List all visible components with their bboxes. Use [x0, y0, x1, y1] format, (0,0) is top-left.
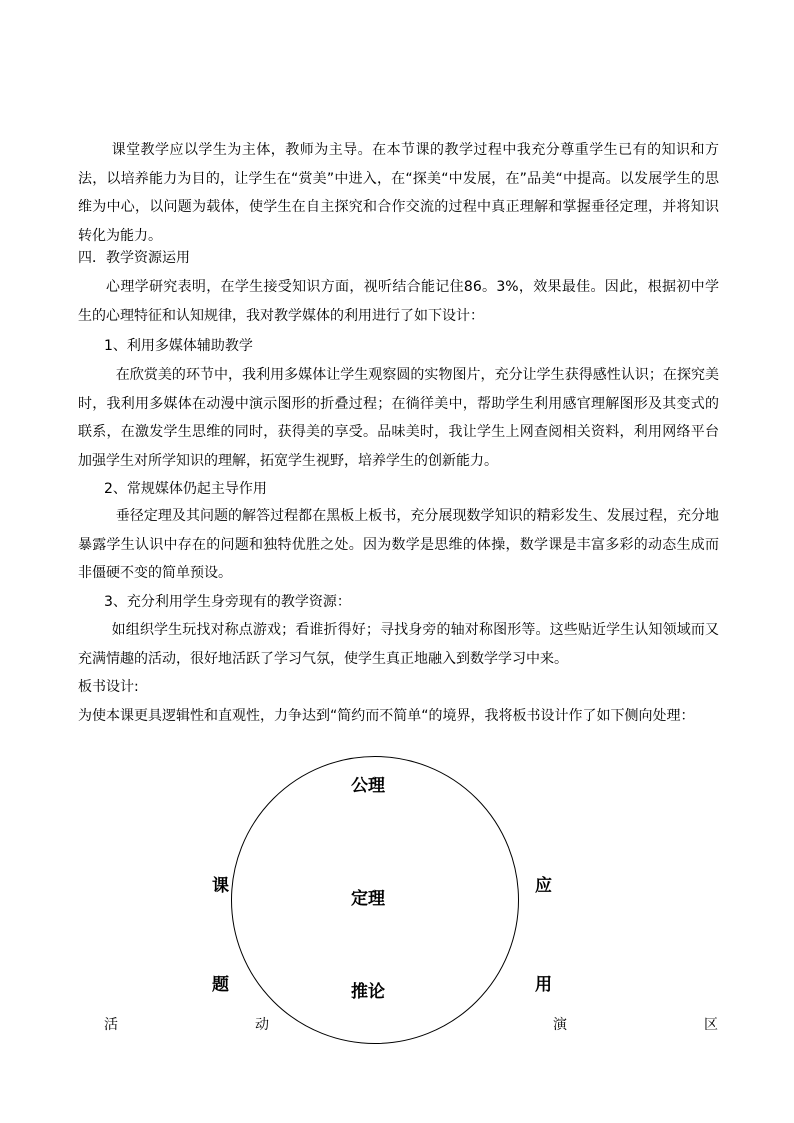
item2-text: 垂径定理及其问题的解答过程都在黑板上板书，充分展现数学知识的精彩发生、发展过程，充分地暴露学生认识中存在的问题和独特优胜之处。因为数学是思维的体操，数学课是丰富多彩的动态生成而非僵硬不变的简单预设。	[78, 508, 719, 581]
paragraph-intro: 课堂教学应以学生为主体，教师为主导。在本节课的教学过程中我充分尊重学生已有的知识和方法，以培养能力为目的，让学生在“赏美”中进入，在“探美“中发展，在”品美“中提高。以发展学生的思维为中心，以问题为载体，使学生在自主探究和合作交流的过程中真正理解和掌握垂径定理，并将知识转化为能力。	[78, 142, 719, 244]
item1-text: 在欣赏美的环节中，我利用多媒体让学生观察圆的实物图片，充分让学生获得感性认识；在探究美时，我利用多媒体在动漫中演示图形的折叠过程；在徜徉美中，帮助学生利用感官理解图形及其变式的联系，在激发学生思维的同时，获得美的享受。品味美时，我让学生上网查阅相关资料，利用网络平台加强学生对所学知识的理解，拓宽学生视野，培养学生的创新能力。	[78, 367, 719, 469]
board-right-top-char: 应	[535, 876, 552, 896]
board-footer-char-1: 活	[104, 1017, 118, 1033]
board-heading: 板书设计:	[78, 679, 139, 695]
board-footer-char-4: 区	[704, 1017, 718, 1033]
section4-heading: 四．教学资源运用	[78, 250, 190, 266]
board-left-top-char: 课	[212, 876, 229, 896]
item3-text: 如组织学生玩找对称点游戏；看谁折得好；寻找身旁的轴对称图形等。这些贴近学生认知领域而又充满情趣的活动，很好地活跃了学习气氛，使学生真正地融入到数学学习中来。	[78, 622, 719, 667]
board-circle	[231, 756, 519, 1044]
board-top-word: 公理	[351, 776, 385, 796]
board-footer-char-2: 动	[255, 1017, 269, 1033]
board-footer-char-3: 演	[553, 1017, 567, 1033]
board-left-bottom-char: 题	[212, 975, 229, 995]
paragraph-psych: 心理学研究表明，在学生接受知识方面，视听结合能记住86。3%，效果最佳。因此，根据初中学生的心理特征和认知规律，我对教学媒体的利用进行了如下设计：	[78, 279, 719, 324]
board-intro: 为使本课更具逻辑性和直观性，力争达到“简约而不简单“的境界，我将板书设计作了如下侧向处理：	[78, 708, 695, 724]
item2-heading: 2、常规媒体仍起主导作用	[104, 481, 267, 497]
item1-heading: 1、利用多媒体辅助教学	[104, 338, 253, 354]
board-bottom-word: 推论	[351, 982, 385, 1002]
item3-heading: 3、充分利用学生身旁现有的教学资源：	[104, 594, 351, 610]
board-center-word: 定理	[351, 889, 385, 909]
board-right-bottom-char: 用	[535, 975, 552, 995]
